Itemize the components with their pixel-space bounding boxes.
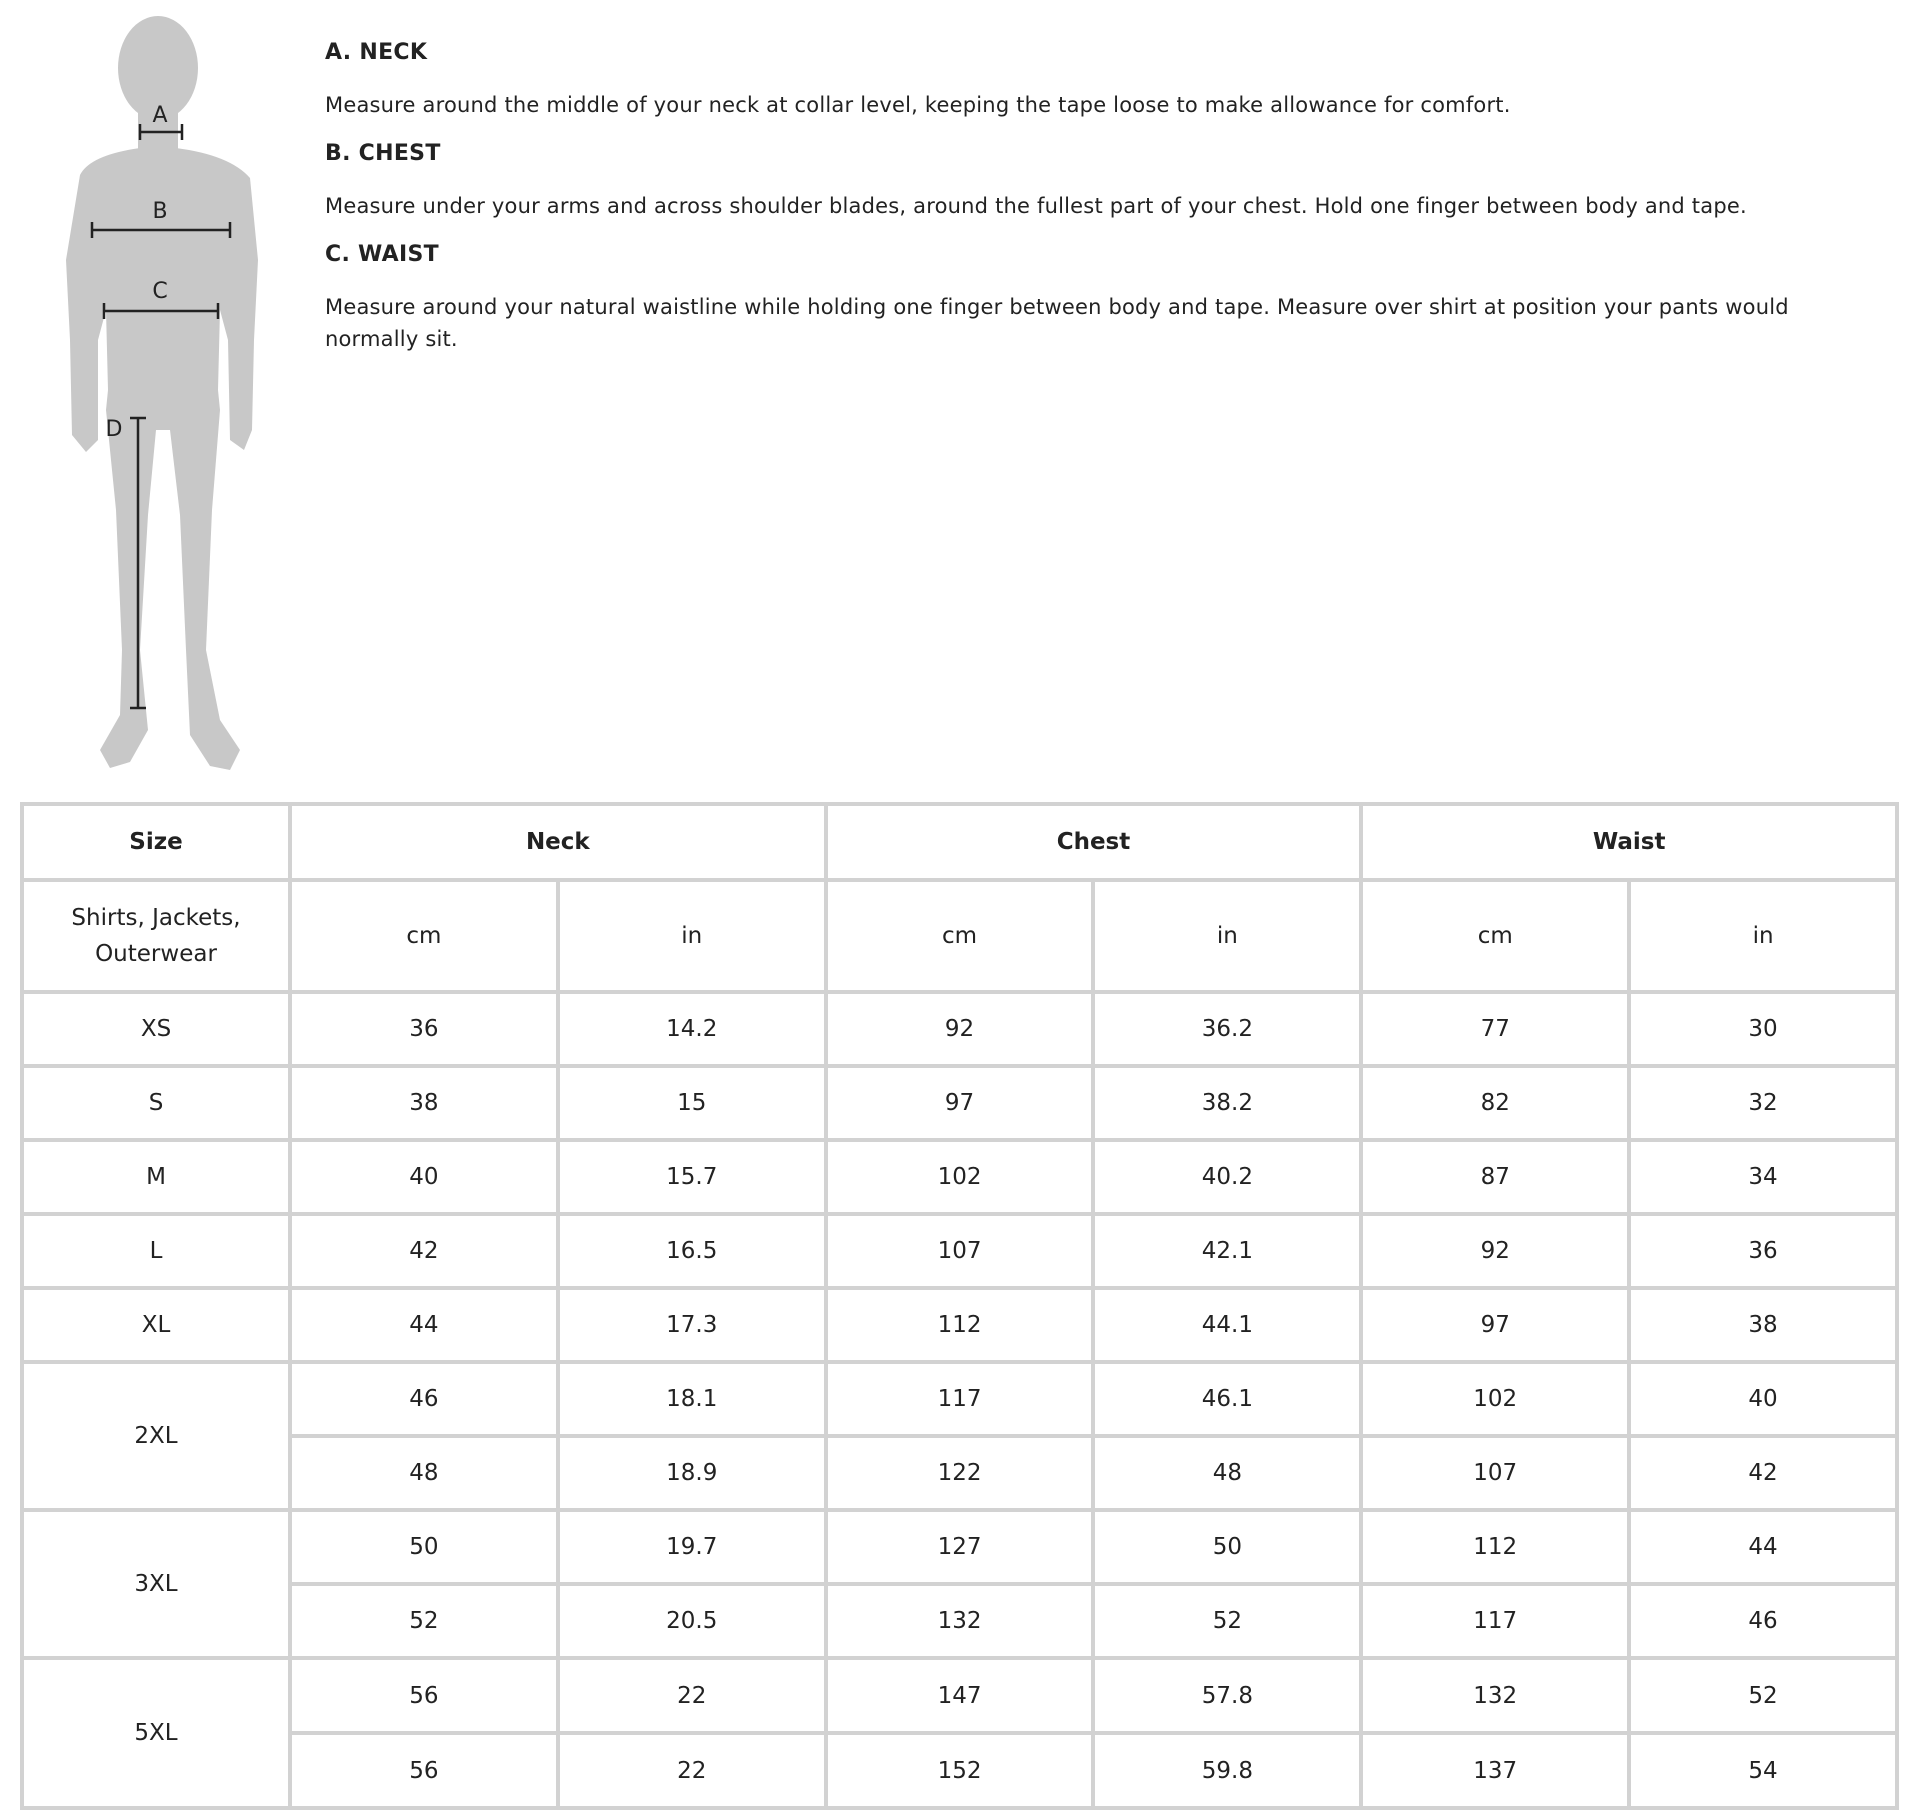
waist-in-cell: 32 — [1629, 1066, 1897, 1140]
neck-cm-cell: 44 — [290, 1288, 558, 1362]
chest-in-cell: 48 — [1093, 1436, 1361, 1510]
units-row — [22, 880, 1897, 992]
chest-in-cell: 57.8 — [1093, 1658, 1361, 1733]
label-b: B — [152, 199, 168, 224]
neck-in-cell: 18.9 — [558, 1436, 826, 1510]
chest-cm-cell: 112 — [826, 1288, 1094, 1362]
waist-in-cell: 54 — [1629, 1733, 1897, 1808]
chest-in-cell: 44.1 — [1093, 1288, 1361, 1362]
label-c: C — [152, 279, 168, 304]
chest-cm-unit: cm — [826, 880, 1094, 992]
waist-in-cell: 44 — [1629, 1510, 1897, 1584]
waist-cm-cell: 102 — [1361, 1362, 1629, 1436]
neck-in-unit: in — [558, 880, 826, 992]
chest-header: Chest — [826, 804, 1362, 880]
neck-cm-cell: 36 — [290, 992, 558, 1066]
label-a: A — [152, 103, 168, 128]
neck-in-cell: 15.7 — [558, 1140, 826, 1214]
neck-cm-cell: 42 — [290, 1214, 558, 1288]
size-cell: XS — [22, 992, 290, 1066]
waist-cm-cell: 82 — [1361, 1066, 1629, 1140]
waist-cm-cell: 132 — [1361, 1658, 1629, 1733]
chest-cm-cell: 92 — [826, 992, 1094, 1066]
waist-in-cell: 30 — [1629, 992, 1897, 1066]
chest-cm-cell: 152 — [826, 1733, 1094, 1808]
size-cell: 3XL — [22, 1510, 290, 1658]
category-label: Shirts, Jackets, Outerwear — [22, 880, 290, 992]
chest-cm-cell: 107 — [826, 1214, 1094, 1288]
waist-in-cell: 42 — [1629, 1436, 1897, 1510]
chest-in-cell: 50 — [1093, 1510, 1361, 1584]
waist-cm-cell: 112 — [1361, 1510, 1629, 1584]
chest-instructions: Measure under your arms and across shoulder blades, around the fullest part of your chest. Hold one finger between body and tape. — [325, 194, 1747, 218]
chest-heading: B. CHEST — [325, 141, 441, 166]
chest-in-unit: in — [1093, 880, 1361, 992]
chest-cm-cell: 132 — [826, 1584, 1094, 1658]
body-silhouette-icon — [30, 10, 290, 780]
size-rows — [22, 992, 1897, 1808]
neck-cm-cell: 40 — [290, 1140, 558, 1214]
neck-cm-cell: 38 — [290, 1066, 558, 1140]
chest-in-cell: 59.8 — [1093, 1733, 1361, 1808]
label-d: D — [105, 417, 123, 442]
table-row — [22, 1584, 1897, 1658]
table-row — [22, 1436, 1897, 1510]
neck-in-cell: 15 — [558, 1066, 826, 1140]
size-cell: M — [22, 1140, 290, 1214]
chest-in-cell: 42.1 — [1093, 1214, 1361, 1288]
size-cell: 2XL — [22, 1362, 290, 1510]
waist-cm-cell: 87 — [1361, 1140, 1629, 1214]
size-cell: S — [22, 1066, 290, 1140]
table-row — [22, 1140, 1897, 1214]
waist-cm-cell: 137 — [1361, 1733, 1629, 1808]
neck-cm-unit: cm — [290, 880, 558, 992]
neck-in-cell: 16.5 — [558, 1214, 826, 1288]
waist-cm-cell: 97 — [1361, 1288, 1629, 1362]
table-row — [22, 1214, 1897, 1288]
measurement-figure — [30, 10, 290, 780]
size-cell: XL — [22, 1288, 290, 1362]
size-chart-table — [20, 802, 1899, 1810]
chest-in-cell: 40.2 — [1093, 1140, 1361, 1214]
neck-cm-cell: 48 — [290, 1436, 558, 1510]
neck-cm-cell: 52 — [290, 1584, 558, 1658]
table-row — [22, 992, 1897, 1066]
waist-cm-cell: 117 — [1361, 1584, 1629, 1658]
header-row — [22, 804, 1897, 880]
table-row — [22, 1288, 1897, 1362]
neck-in-cell: 14.2 — [558, 992, 826, 1066]
neck-cm-cell: 56 — [290, 1658, 558, 1733]
waist-cm-cell: 92 — [1361, 1214, 1629, 1288]
neck-in-cell: 18.1 — [558, 1362, 826, 1436]
table-row — [22, 1658, 1897, 1733]
waist-heading: C. WAIST — [325, 242, 439, 267]
waist-in-cell: 38 — [1629, 1288, 1897, 1362]
chest-in-cell: 52 — [1093, 1584, 1361, 1658]
chest-cm-cell: 147 — [826, 1658, 1094, 1733]
chest-cm-cell: 127 — [826, 1510, 1094, 1584]
chest-in-cell: 38.2 — [1093, 1066, 1361, 1140]
chest-in-cell: 46.1 — [1093, 1362, 1361, 1436]
waist-in-cell: 36 — [1629, 1214, 1897, 1288]
waist-in-cell: 34 — [1629, 1140, 1897, 1214]
neck-heading: A. NECK — [325, 40, 428, 65]
neck-in-cell: 20.5 — [558, 1584, 826, 1658]
neck-in-cell: 22 — [558, 1733, 826, 1808]
waist-in-cell: 40 — [1629, 1362, 1897, 1436]
chest-cm-cell: 97 — [826, 1066, 1094, 1140]
table-row — [22, 1066, 1897, 1140]
neck-instructions: Measure around the middle of your neck at collar level, keeping the tape loose to make allowance for comfort. — [325, 93, 1511, 117]
chest-in-cell: 36.2 — [1093, 992, 1361, 1066]
neck-header: Neck — [290, 804, 826, 880]
table-row — [22, 1362, 1897, 1436]
waist-in-cell: 52 — [1629, 1658, 1897, 1733]
neck-in-cell: 22 — [558, 1658, 826, 1733]
neck-cm-cell: 46 — [290, 1362, 558, 1436]
measurement-guide — [325, 30, 1885, 375]
chest-cm-cell: 122 — [826, 1436, 1094, 1510]
chest-cm-cell: 117 — [826, 1362, 1094, 1436]
size-cell: 5XL — [22, 1658, 290, 1808]
chest-cm-cell: 102 — [826, 1140, 1094, 1214]
table-row — [22, 1733, 1897, 1808]
size-cell: L — [22, 1214, 290, 1288]
waist-in-unit: in — [1629, 880, 1897, 992]
waist-header: Waist — [1361, 804, 1897, 880]
table-row — [22, 1510, 1897, 1584]
neck-cm-cell: 56 — [290, 1733, 558, 1808]
waist-cm-cell: 77 — [1361, 992, 1629, 1066]
neck-in-cell: 19.7 — [558, 1510, 826, 1584]
waist-cm-unit: cm — [1361, 880, 1629, 992]
neck-cm-cell: 50 — [290, 1510, 558, 1584]
waist-instructions: Measure around your natural waistline while holding one finger between body and tape. Measure over shirt at position your pants would normally sit. — [325, 295, 1789, 351]
size-header: Size — [22, 804, 290, 880]
neck-in-cell: 17.3 — [558, 1288, 826, 1362]
waist-in-cell: 46 — [1629, 1584, 1897, 1658]
waist-cm-cell: 107 — [1361, 1436, 1629, 1510]
